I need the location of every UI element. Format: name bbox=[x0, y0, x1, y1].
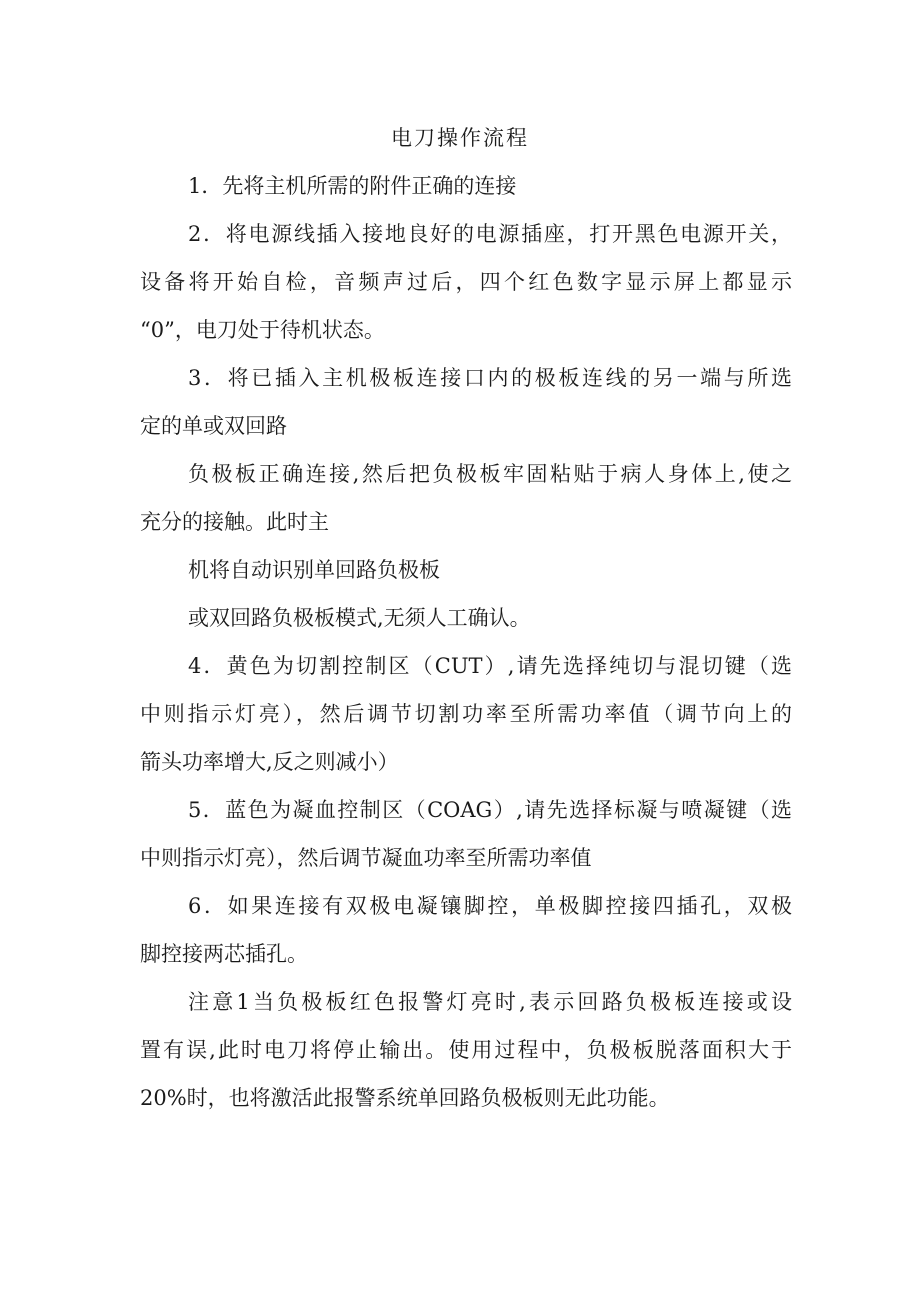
text-line: 6．如果连接有双极电凝镶脚控，单极脚控接四插孔，双极 bbox=[188, 894, 792, 918]
text-line: 置有误,此时电刀将停止输出。使用过程中，负极板脱落面积大于 bbox=[140, 1038, 792, 1062]
text-line: 3．将已插入主机极板连接口内的极板连线的另一端与所选 bbox=[188, 366, 792, 390]
document-title: 电刀操作流程 bbox=[391, 126, 529, 150]
text-line: 5．蓝色为凝血控制区（COAG）,请先选择标凝与喷凝键（选 bbox=[188, 798, 792, 822]
text-line: 机将自动识别单回路负极板 bbox=[188, 558, 440, 582]
text-line: 箭头功率增大,反之则减小） bbox=[140, 750, 399, 774]
text-line: 中则指示灯亮），然后调节切割功率至所需功率值（调节向上的 bbox=[140, 702, 792, 726]
text-line: 2．将电源线插入接地良好的电源插座，打开黑色电源开关， bbox=[188, 222, 792, 246]
text-line: “0”，电刀处于待机状态。 bbox=[140, 318, 385, 342]
text-line: 4．黄色为切割控制区（CUT）,请先选择纯切与混切键（选 bbox=[188, 654, 792, 678]
text-line: 脚控接两芯插孔。 bbox=[140, 942, 308, 966]
text-line: 1．先将主机所需的附件正确的连接 bbox=[188, 174, 517, 198]
text-line: 或双回路负极板模式,无须人工确认。 bbox=[188, 606, 531, 630]
text-line: 20%时，也将激活此报警系统单回路负极板则无此功能。 bbox=[140, 1086, 670, 1110]
text-line: 负极板正确连接,然后把负极板牢固粘贴于病人身体上,使之 bbox=[188, 462, 792, 486]
text-line: 设备将开始自检，音频声过后，四个红色数字显示屏上都显示 bbox=[140, 270, 792, 294]
text-line: 中则指示灯亮），然后调节凝血功率至所需功率值 bbox=[140, 846, 592, 870]
text-line: 注意1当负极板红色报警灯亮时,表示回路负极板连接或设 bbox=[188, 990, 792, 1014]
text-line: 充分的接触。此时主 bbox=[140, 510, 329, 534]
text-line: 定的单或双回路 bbox=[140, 414, 287, 438]
